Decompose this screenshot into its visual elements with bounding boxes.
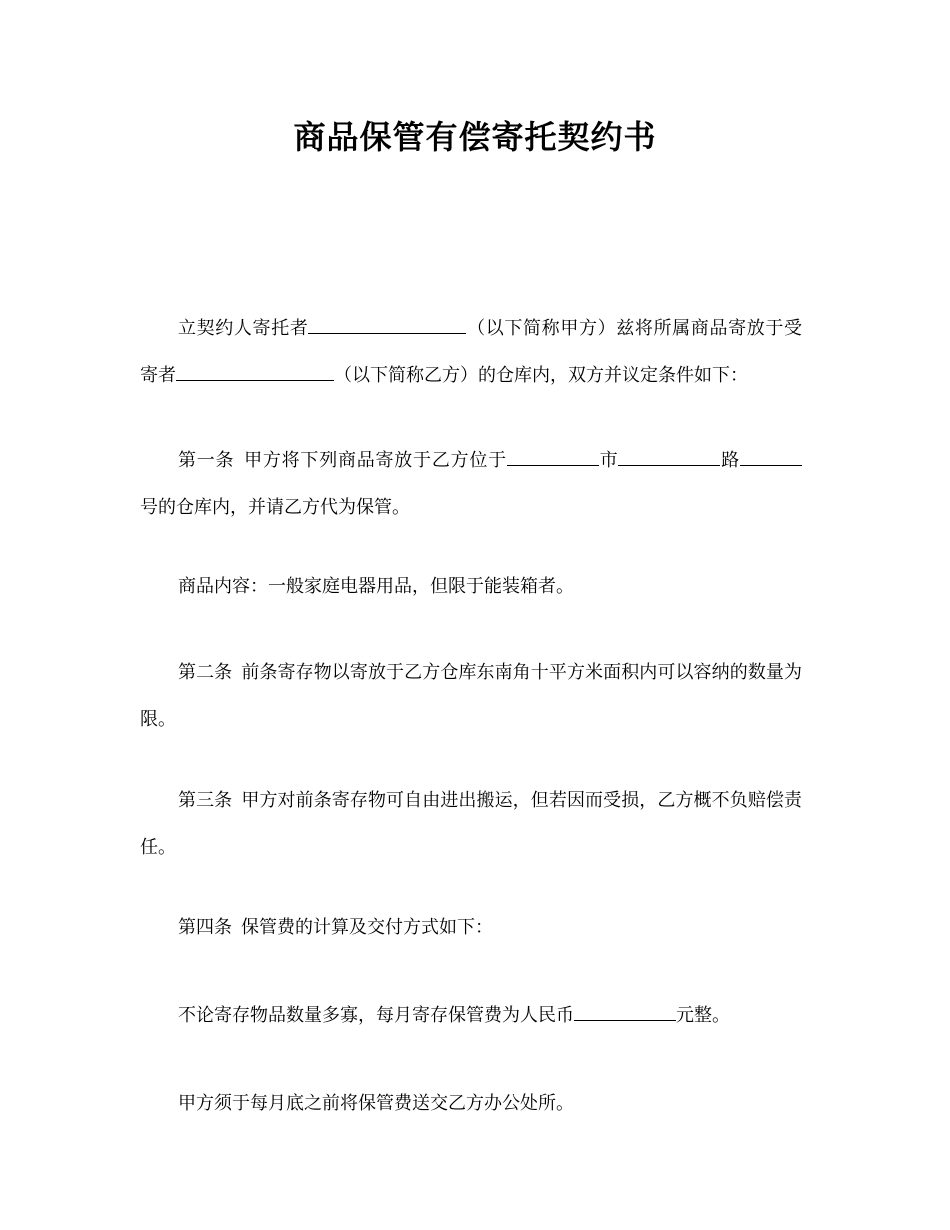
city-blank bbox=[507, 445, 599, 466]
article-2-text: 前条寄存物以寄放于乙方仓库东南角十平方米面积内可以容纳的数量为限。 bbox=[140, 662, 802, 730]
fee-amount-blank bbox=[574, 1000, 676, 1021]
article-1-paragraph bbox=[140, 437, 802, 531]
article-4-paragraph bbox=[140, 904, 802, 951]
article-3-label: 第三条 bbox=[178, 790, 233, 811]
article-2-paragraph bbox=[140, 649, 802, 743]
article-1-label: 第一条 bbox=[178, 450, 235, 471]
number-blank bbox=[740, 445, 802, 466]
article-1-text-1: 甲方将下列商品寄放于乙方位于 bbox=[243, 450, 507, 471]
road-blank bbox=[618, 445, 720, 466]
article-3-paragraph bbox=[140, 777, 802, 871]
goods-content-paragraph: 商品内容：一般家庭电器用品，但限于能装箱者。 bbox=[178, 576, 574, 597]
depositee-name-blank bbox=[176, 360, 334, 381]
preamble-paragraph bbox=[140, 305, 802, 399]
preamble-text-2: （以下简称甲方）兹将所属商品寄放于受寄者 bbox=[140, 318, 803, 386]
article-1-text-3: 路 bbox=[720, 450, 741, 471]
preamble-text-3: （以下简称乙方）的仓库内，双方并议定条件如下： bbox=[334, 365, 748, 386]
fee-paragraph bbox=[140, 992, 802, 1039]
depositor-name-blank bbox=[308, 313, 466, 334]
article-1-text-4: 号的仓库内，并请乙方代为保管。 bbox=[140, 497, 410, 518]
article-4-label: 第四条 bbox=[178, 917, 232, 938]
document-title: 商品保管有偿寄托契约书 bbox=[293, 118, 657, 156]
article-2-label: 第二条 bbox=[178, 662, 233, 683]
payment-paragraph: 甲方须于每月底之前将保管费送交乙方办公处所。 bbox=[178, 1093, 574, 1114]
article-3-text: 甲方对前条寄存物可自由进出搬运，但若因而受损，乙方概不负赔偿责任。 bbox=[140, 790, 802, 858]
fee-text-1: 不论寄存物品数量多寡，每月寄存保管费为人民币 bbox=[178, 1005, 574, 1026]
article-1-text-2: 市 bbox=[598, 450, 619, 471]
preamble-text-1: 立契约人寄托者 bbox=[178, 318, 309, 339]
article-4-text: 保管费的计算及交付方式如下： bbox=[241, 917, 493, 938]
fee-text-2: 元整。 bbox=[676, 1005, 730, 1026]
